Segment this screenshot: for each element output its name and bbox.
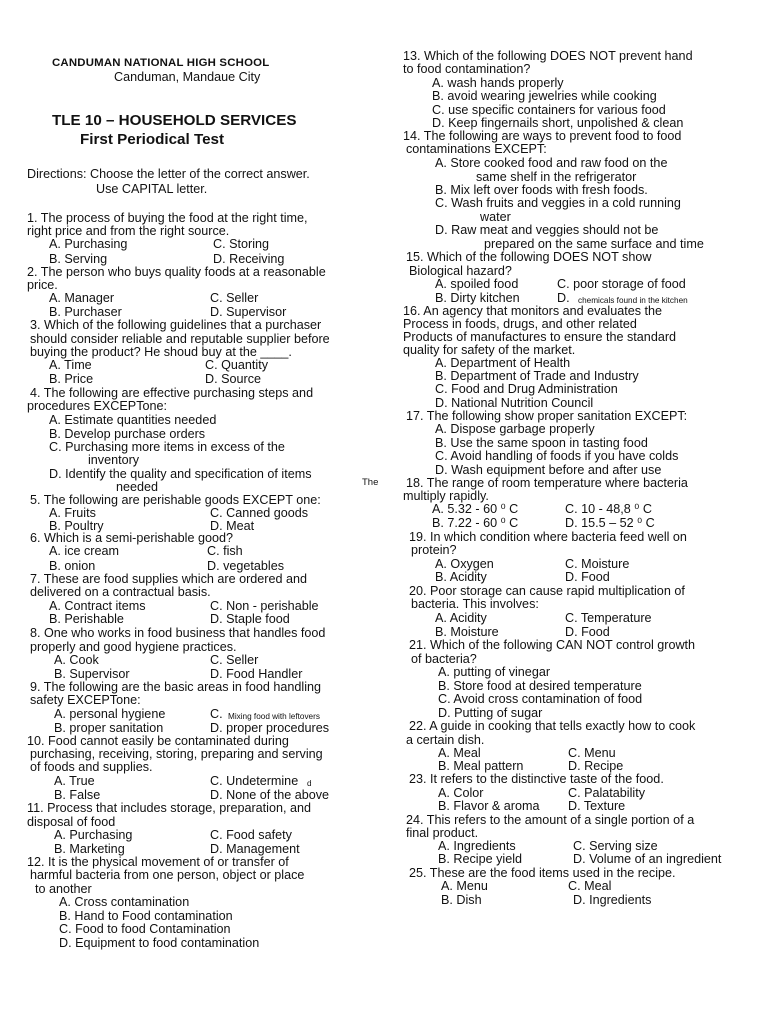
choice-7d: D. Staple food	[210, 612, 290, 626]
question-2-cont: price.	[27, 278, 58, 292]
choice-11a: A. Purchasing	[54, 828, 133, 842]
choice-13b: B. avoid wearing jewelries while cooking	[432, 89, 657, 103]
choice-23b: B. Flavor & aroma	[438, 799, 540, 813]
choice-1c: C. Storing	[213, 237, 269, 251]
choice-4c: C. Purchasing more items in excess of the	[49, 440, 285, 454]
choice-4d-cont: needed	[116, 480, 159, 494]
question-4-cont: procedures EXCEPTone:	[27, 399, 168, 413]
question-18-cont: multiply rapidly.	[403, 489, 489, 503]
choice-16a: A. Department of Health	[435, 356, 571, 370]
choice-5c: C. Canned goods	[210, 506, 309, 520]
choice-24a: A. Ingredients	[438, 839, 516, 853]
choice-20a: A. Acidity	[435, 611, 487, 625]
choice-8d: D. Food Handler	[210, 667, 303, 681]
choice-7b: B. Perishable	[49, 612, 124, 626]
choice-11d: D. Management	[210, 842, 300, 856]
choice-21b: B. Store food at desired temperature	[438, 679, 642, 693]
choice-24b: B. Recipe yield	[438, 852, 522, 866]
choice-16d: D. National Nutrition Council	[435, 396, 594, 410]
choice-22a: A. Meal	[438, 746, 481, 760]
choice-17d: D. Wash equipment before and after use	[435, 463, 662, 477]
question-12: 12. It is the physical movement of or transfer of	[27, 855, 289, 869]
choice-20b: B. Moisture	[435, 625, 499, 639]
choice-3d: D. Source	[205, 372, 261, 386]
choice-2c: C. Seller	[210, 291, 259, 305]
choice-17c: C. Avoid handling of foods if you have colds	[435, 449, 679, 463]
question-3-cont: should consider reliable and reputable supplier before	[30, 332, 330, 346]
question-13-cont: to food contamination?	[403, 62, 531, 76]
question-19: 19. In which condition where bacteria feed well on	[409, 530, 687, 544]
choice-14a-cont: same shelf in the refrigerator	[476, 170, 637, 184]
choice-6b: B. onion	[49, 559, 96, 573]
question-16-cont2: Products of manufactures to ensure the standard	[403, 330, 677, 344]
choice-24c: C. Serving size	[573, 839, 658, 853]
question-11: 11. Process that includes storage, preparation, and	[27, 801, 311, 815]
choice-14a: A. Store cooked food and raw food on the	[435, 156, 668, 170]
choice-19d: D. Food	[565, 570, 610, 584]
choice-22d: D. Recipe	[568, 759, 624, 773]
question-9-cont: safety EXCEPTone:	[30, 693, 141, 707]
choice-12a: A. Cross contamination	[59, 895, 190, 909]
choice-14c: C. Wash fruits and veggies in a cold running	[435, 196, 681, 210]
question-1: 1. The process of buying the food at the right time,	[27, 211, 308, 225]
choice-15c: C. poor storage of food	[557, 277, 686, 291]
choice-20d: D. Food	[565, 625, 610, 639]
choice-6c: C. fish	[207, 544, 243, 558]
choice-9b: B. proper sanitation	[54, 721, 164, 735]
question-9: 9. The following are the basic areas in food handling	[30, 680, 322, 694]
choice-5a: A. Fruits	[49, 506, 96, 520]
stray-word: The	[362, 477, 379, 488]
choice-18a: A. 5.32 - 60 ⁰ C	[432, 502, 519, 516]
choice-25d: D. Ingredients	[573, 893, 652, 907]
choice-7a: A. Contract items	[49, 599, 146, 613]
choice-1a: A. Purchasing	[49, 237, 128, 251]
test-title: TLE 10 – HOUSEHOLD SERVICES	[52, 112, 297, 129]
question-1-cont: right price and from the right source.	[27, 224, 230, 238]
question-14: 14. The following are ways to prevent food to food	[403, 129, 682, 143]
choice-25c: C. Meal	[568, 879, 612, 893]
choice-9c-letter: C.	[210, 707, 223, 721]
question-12-cont: harmful bacteria from one person, object or place	[30, 868, 305, 882]
choice-10d: D. None of the above	[210, 788, 330, 802]
choice-1d: D. Receiving	[213, 252, 285, 266]
choice-15d-text: chemicals found in the kitchen	[578, 296, 688, 305]
choice-16c: C. Food and Drug Administration	[435, 382, 618, 396]
question-6: 6. Which is a semi-perishable good?	[30, 531, 234, 545]
choice-2a: A. Manager	[49, 291, 115, 305]
question-22-cont: a certain dish.	[406, 733, 485, 747]
question-3: 3. Which of the following guidelines that a purchaser	[30, 318, 322, 332]
choice-3c: C. Quantity	[205, 358, 268, 372]
question-21-cont: of bacteria?	[411, 652, 477, 666]
question-21: 21. Which of the following CAN NOT control growth	[409, 638, 696, 652]
question-2: 2. The person who buys quality foods at a reasonable	[27, 265, 326, 279]
choice-9a: A. personal hygiene	[54, 707, 166, 721]
choice-14d: D. Raw meat and veggies should not be	[435, 223, 659, 237]
question-7-cont: delivered on a contractual basis.	[30, 585, 211, 599]
choice-1b: B. Serving	[49, 252, 108, 266]
choice-4a: A. Estimate quantities needed	[49, 413, 217, 427]
choice-20c: C. Temperature	[565, 611, 652, 625]
choice-6a: A. ice cream	[49, 544, 119, 558]
question-4: 4. The following are effective purchasing steps and	[30, 386, 314, 400]
choice-7c: C. Non - perishable	[210, 599, 319, 613]
question-15: 15. Which of the following DOES NOT show	[406, 250, 652, 264]
choice-23c: C. Palatability	[568, 786, 645, 800]
choice-25b: B. Dish	[441, 893, 482, 907]
choice-21a: A. putting of vinegar	[438, 665, 551, 679]
school-city: Canduman, Mandaue City	[114, 70, 261, 84]
choice-12b: B. Hand to Food contamination	[59, 909, 233, 923]
question-24-cont: final product.	[406, 826, 479, 840]
choice-18d: D. 15.5 – 52 ⁰ C	[565, 516, 655, 530]
choice-9c-text: Mixing food with leftovers	[228, 712, 320, 721]
question-11-cont: disposal of food	[27, 815, 116, 829]
choice-2b: B. Purchaser	[49, 305, 122, 319]
choice-13a: A. wash hands properly	[432, 76, 564, 90]
question-17: 17. The following show proper sanitation EXCEPT:	[406, 409, 688, 423]
choice-16b: B. Department of Trade and Industry	[435, 369, 639, 383]
choice-8b: B. Supervisor	[54, 667, 130, 681]
question-23: 23. It refers to the distinctive taste of the food.	[409, 772, 664, 786]
choice-23d: D. Texture	[568, 799, 626, 813]
choice-3b: B. Price	[49, 372, 94, 386]
choice-13c: C. use specific containers for various food	[432, 103, 666, 117]
question-10-cont: purchasing, receiving, storing, preparing and serving	[30, 747, 323, 761]
choice-5d: D. Meat	[210, 519, 255, 533]
question-5: 5. The following are perishable goods EXCEPT one:	[30, 493, 321, 507]
question-19-cont: protein?	[411, 543, 457, 557]
question-20-cont: bacteria. This involves:	[411, 597, 539, 611]
directions-note: Use CAPITAL letter.	[96, 182, 208, 196]
choice-12d: D. Equipment to food contamination	[59, 936, 260, 950]
choice-15b: B. Dirty kitchen	[435, 291, 520, 305]
question-13: 13. Which of the following DOES NOT prevent hand	[403, 49, 693, 63]
choice-10c: C. Undetermine	[210, 774, 299, 788]
choice-4b: B. Develop purchase orders	[49, 427, 206, 441]
choice-14c-cont: water	[480, 210, 511, 224]
question-8: 8. One who works in food business that handles food	[30, 626, 326, 640]
choice-19c: C. Moisture	[565, 557, 630, 571]
choice-18b: B. 7.22 - 60 ⁰ C	[432, 516, 519, 530]
choice-10a: A. True	[54, 774, 95, 788]
question-15-cont: Biological hazard?	[409, 264, 512, 278]
choice-5b: B. Poultry	[49, 519, 104, 533]
question-16-cont: Process in foods, drugs, and other related	[403, 317, 637, 331]
choice-25a: A. Menu	[441, 879, 488, 893]
choice-17b: B. Use the same spoon in tasting food	[435, 436, 648, 450]
choice-11c: C. Food safety	[210, 828, 292, 842]
question-8-cont: properly and good hygiene practices.	[30, 640, 237, 654]
choice-11b: B. Marketing	[54, 842, 125, 856]
school-name: CANDUMAN NATIONAL HIGH SCHOOL	[52, 57, 270, 69]
question-3-cont2: buying the product? He shoud buy at the ____.	[30, 345, 292, 359]
choice-22b: B. Meal pattern	[438, 759, 524, 773]
question-18: 18. The range of room temperature where bacteria	[406, 476, 688, 490]
choice-21c: C. Avoid cross contamination of food	[438, 692, 643, 706]
question-10-cont2: of foods and supplies.	[30, 760, 153, 774]
choice-23a: A. Color	[438, 786, 484, 800]
question-16-cont3: quality for safety of the market.	[403, 343, 576, 357]
question-20: 20. Poor storage can cause rapid multiplication of	[409, 584, 685, 598]
choice-10b: B. False	[54, 788, 101, 802]
test-subtitle: First Periodical Test	[80, 131, 225, 148]
choice-12c: C. Food to food Contamination	[59, 922, 231, 936]
directions: Directions: Choose the letter of the correct answer.	[27, 167, 310, 181]
choice-19b: B. Acidity	[435, 570, 487, 584]
choice-4c-cont: inventory	[88, 453, 140, 467]
choice-14b: B. Mix left over foods with fresh foods.	[435, 183, 648, 197]
question-7: 7. These are food supplies which are ordered and	[30, 572, 308, 586]
choice-3a: A. Time	[49, 358, 92, 372]
question-12-cont2: to another	[35, 882, 92, 896]
choice-13d: D. Keep fingernails short, unpolished & clean	[432, 116, 684, 130]
choice-8c: C. Seller	[210, 653, 259, 667]
choice-4d: D. Identify the quality and specification of items	[49, 467, 312, 481]
choice-21d: D. Putting of sugar	[438, 706, 543, 720]
choice-17a: A. Dispose garbage properly	[435, 422, 595, 436]
choice-18c: C. 10 - 48,8 ⁰ C	[565, 502, 652, 516]
question-24: 24. This refers to the amount of a single portion of a	[406, 813, 695, 827]
choice-8a: A. Cook	[54, 653, 99, 667]
choice-9d: D. proper procedures	[210, 721, 330, 735]
question-16: 16. An agency that monitors and evaluates the	[403, 304, 663, 318]
choice-14d-cont: prepared on the same surface and time	[484, 237, 704, 251]
question-22: 22. A guide in cooking that tells exactly how to cook	[409, 719, 696, 733]
choice-2d: D. Supervisor	[210, 305, 287, 319]
choice-22c: C. Menu	[568, 746, 616, 760]
question-25: 25. These are the food items used in the recipe.	[409, 866, 676, 880]
choice-15a: A. spoiled food	[435, 277, 519, 291]
choice-10c-tail: d	[307, 779, 312, 788]
choice-6d: D. vegetables	[207, 559, 285, 573]
choice-15d-letter: D.	[557, 291, 570, 305]
question-14-cont: contaminations EXCEPT:	[406, 142, 547, 156]
choice-24d: D. Volume of an ingredient	[573, 852, 722, 866]
choice-19a: A. Oxygen	[435, 557, 494, 571]
question-10: 10. Food cannot easily be contaminated during	[27, 734, 289, 748]
